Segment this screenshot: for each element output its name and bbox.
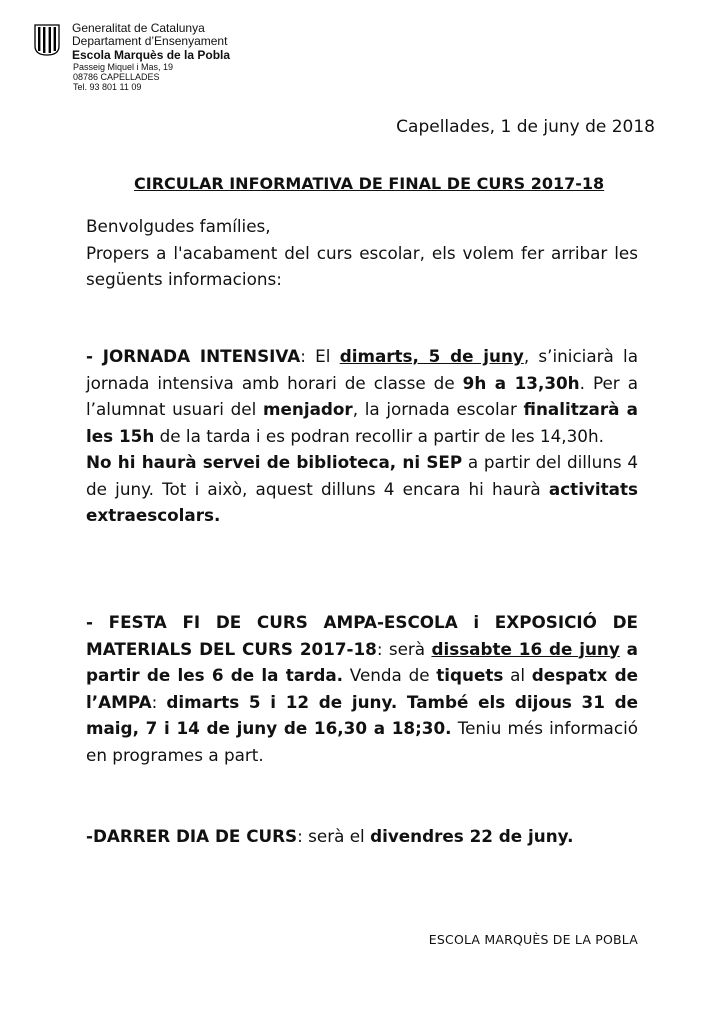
salutation: Benvolgudes famílies,	[86, 216, 271, 236]
greeting-block	[86, 213, 638, 293]
festa-paragraph	[86, 609, 638, 768]
text: al	[503, 665, 532, 685]
text: , s’iniciarà la jornada intensiva amb horari de classe de	[86, 346, 639, 393]
text: . Per a l’alumnat usuari del	[86, 372, 638, 419]
section-festa-fi-de-curs	[86, 609, 638, 768]
section1-no-service: No hi haurà servei de biblioteca, ni SEP	[86, 452, 463, 472]
darrer-dia-paragraph	[86, 823, 638, 850]
section1-activities: activitats extraescolars.	[86, 478, 638, 525]
section2-heading: - FESTA FI DE CURS AMPA-ESCOLA i EXPOSICIÓ DE MATERIALS DEL CURS 2017-18	[86, 612, 638, 659]
section2-time: a partir de les 6 de la tarda.	[86, 638, 638, 685]
letter-date: Capellades, 1 de juny de 2018	[396, 117, 655, 137]
section3-heading: -DARRER DIA DE CURS	[86, 826, 298, 846]
generalitat-logo-icon	[34, 24, 60, 56]
letterhead-text	[72, 22, 230, 92]
section1-menjador: menjador	[263, 399, 353, 419]
section3-date: divendres 22 de juny.	[370, 826, 574, 846]
section2-schedule: dimarts 5 i 12 de juny. També els dijous 31 de maig, 7 i 14 de juny de 16,30 a 18;30.	[86, 691, 638, 738]
jornada-paragraph	[86, 343, 638, 449]
letterhead-line2: Departament d’Ensenyament	[72, 34, 228, 48]
school-postcode: 08786 CAPELLADES	[73, 72, 160, 82]
text: de la tarda i es podran recollir a partir de les 14,30h.	[154, 425, 604, 446]
text: , la jornada escolar	[352, 399, 524, 419]
school-phone: Tel. 93 801 11 09	[73, 82, 142, 92]
section-jornada-intensiva	[86, 343, 638, 529]
section2-date: dissabte 16 de juny	[431, 638, 620, 659]
section1-heading: - JORNADA INTENSIVA	[86, 346, 301, 366]
letterhead-line1: Generalitat de Catalunya	[72, 21, 205, 35]
intro-paragraph: Propers a l'acabament del curs escolar, els volem fer arribar les següents informacions:	[86, 242, 638, 289]
school-name: Escola Marquès de la Pobla	[72, 48, 231, 62]
school-address: Passeig Miquel i Mas, 19	[73, 62, 174, 72]
section2-tickets: tiquets	[436, 665, 504, 685]
section1-date: dimarts, 5 de juny	[339, 346, 524, 366]
section2-office: despatx de l’AMPA	[86, 665, 638, 712]
text: a partir del dilluns 4 de juny. Tot i això, aquest dilluns 4 encara hi haurà	[86, 452, 638, 499]
text: Teniu més informació en programes a part.	[86, 718, 638, 765]
text: Venda de	[343, 665, 437, 685]
signature: ESCOLA MARQUÈS DE LA POBLA	[428, 932, 638, 947]
library-paragraph	[86, 449, 638, 529]
document-title: CIRCULAR INFORMATIVA DE FINAL DE CURS 2017-18	[134, 174, 605, 193]
text: : serà el	[297, 826, 371, 846]
text: :	[151, 691, 167, 712]
section-darrer-dia	[86, 823, 638, 850]
section1-hours: 9h a 13,30h	[462, 372, 580, 393]
text: : serà	[376, 638, 432, 659]
text: : El	[300, 346, 340, 366]
section1-end: finalitzarà a les 15h	[86, 399, 638, 446]
